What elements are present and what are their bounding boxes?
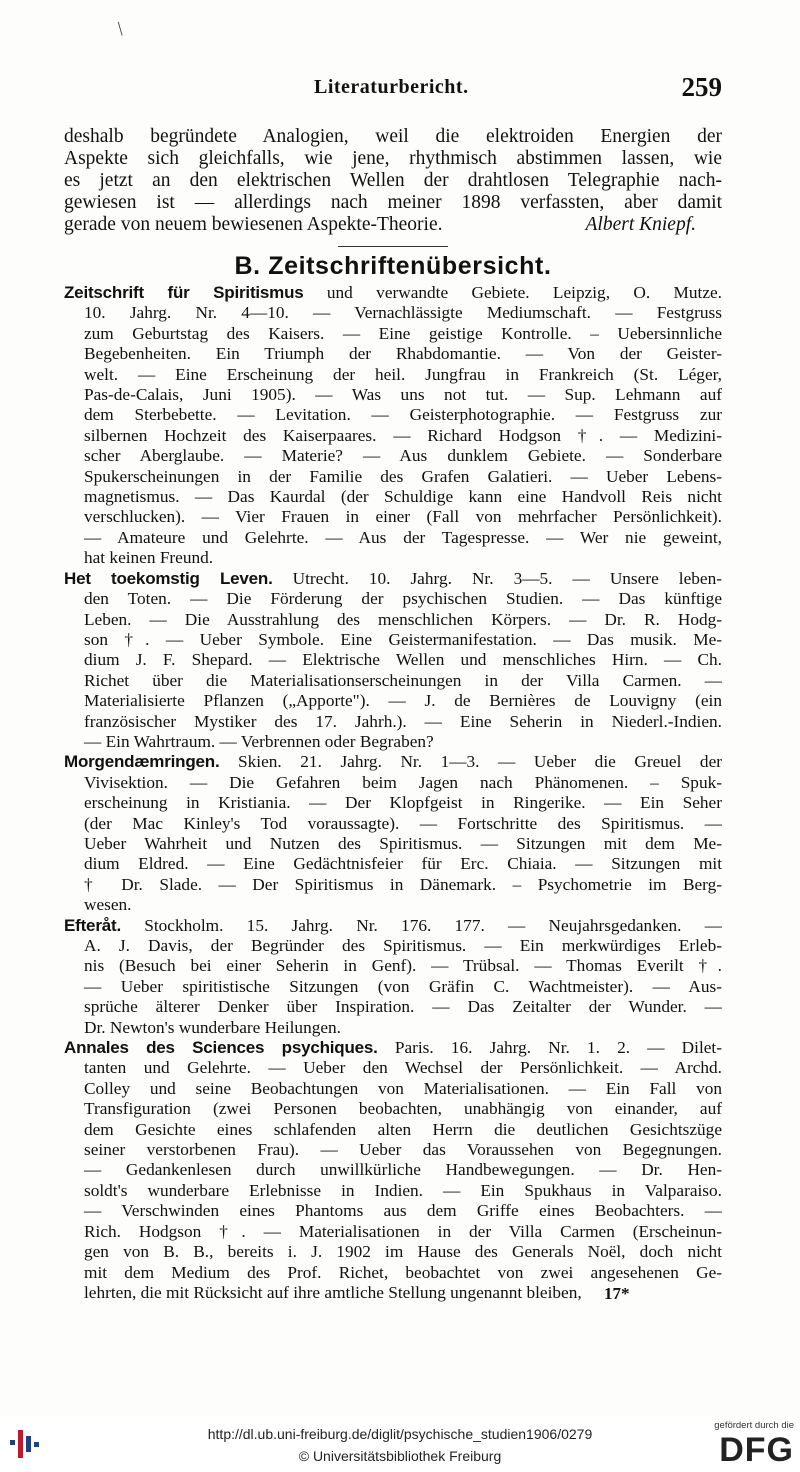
entry-line-text: und verwandte Gebiete. Leipzig, O. Mutze. <box>303 283 722 302</box>
entry-line: nis (Besuch bei einer Seherin in Genf). — Trübsal. — Thomas Everilt †. <box>84 956 722 976</box>
entry-line: welt. — Eine Erscheinung der heil. Jungfrau in Frankreich (St. Léger, <box>84 364 722 384</box>
intro-line: gewiesen ist — allerdings nach meiner 1898 verfassten, aber damit <box>64 192 722 213</box>
entry-line-text: Utrecht. 10. Jahrg. Nr. 3—5. — Unsere leben- <box>272 568 722 588</box>
journal-title: Annales des Sciences psychiques. <box>64 1038 378 1058</box>
running-title: Literaturbericht. <box>314 76 469 98</box>
entry-line: französischer Mystiker des 17. Jahrh.). — Eine Seherin in Niederl.-Indien. <box>84 711 722 731</box>
entry-line <box>64 1038 722 1058</box>
entry-line: Dr. Newton's wunderbare Heilungen. <box>84 1017 341 1037</box>
entry-line: — Gedankenlesen durch unwillkürliche Handbewegungen. — Dr. Hen- <box>84 1160 722 1180</box>
entry-line: Begebenheiten. Ein Triumph der Rhabdomantie. — Von der Geister- <box>84 344 722 364</box>
intro-last-line <box>64 214 722 236</box>
viewer-footer <box>0 1416 800 1472</box>
entry-line: silbernen Hochzeit des Kaiserpaares. — Richard Hodgson †. — Medizini- <box>84 425 722 445</box>
section-separator <box>338 246 448 247</box>
entry-line: wesen. <box>84 895 132 915</box>
entry-line-text: Stockholm. 15. Jahrg. Nr. 176. 177. — Neujahrsgedanken. — <box>120 915 722 935</box>
entry-line: Colley und seine Beobachtungen von Materialisationen. — Ein Fall von <box>84 1078 722 1098</box>
entry-line: dem Gesichte eines schlafenden alten Herrn die deutlichen Gesichtszüge <box>84 1119 722 1139</box>
entry-line: Vivisektion. — Die Gefahren beim Jagen nach Phänomenen. – Spuk- <box>84 772 722 792</box>
entry-line: lehrten, die mit Rücksicht auf ihre amtliche Stellung ungenannt bleiben, <box>84 1282 582 1302</box>
entry-line: sprüche älterer Denker über Inspiration. — Das Zeitalter der Wunder. — <box>84 997 722 1017</box>
entry-line: Leben. — Die Ausstrahlung des menschlichen Körpers. — Dr. R. Hodg- <box>84 609 722 629</box>
entry-line: erscheinung in Kristiania. — Der Klopfgeist in Ringerike. — Ein Seher <box>84 793 722 813</box>
dfg-logo: DFG <box>719 1431 794 1469</box>
intro-paragraph <box>64 126 722 236</box>
entry-line: zum Geburtstag des Kaisers. — Eine geistige Kontrolle. – Uebersinnliche <box>84 323 722 343</box>
entry-line: Spukerscheinungen in der Familie des Grafen Galatieri. — Ueber Lebens- <box>84 466 722 486</box>
entry-line: Ueber Wahrheit und Nutzen des Spiritismus. — Sitzungen mit dem Me- <box>84 833 722 853</box>
intro-line: es jetzt an den elektrischen Wellen der drahtlosen Telegraphie nach- <box>64 170 722 191</box>
journal-entry <box>64 569 722 753</box>
entry-line: son †. — Ueber Symbole. Eine Geistermanifestation. — Das musik. Me- <box>84 629 722 649</box>
journal-entries <box>64 283 722 1303</box>
funding-note: gefördert durch die <box>714 1420 794 1431</box>
entry-line: magnetismus. — Das Kaurdal (der Schuldige kann eine Handvoll Reis nicht <box>84 487 722 507</box>
journal-title: Morgendæmringen. <box>64 752 220 772</box>
entry-line: hat keinen Freund. <box>84 548 214 568</box>
entry-line: A. J. Davis, der Begründer des Spiritismus. — Ein merkwürdiges Erleb- <box>84 936 722 955</box>
entry-line <box>64 752 722 772</box>
entry-line: Pas-de-Calais, Juni 1905). — Was uns not tut. — Sup. Lehmann auf <box>84 385 722 405</box>
entry-line <box>64 916 722 936</box>
entry-line: scher Aberglaube. — Materie? — Aus dunklem Gebiete. — Sonderbare <box>84 446 722 466</box>
entry-line: dem Sterbebette. — Levitation. — Geisterphotographie. — Festgruss zur <box>84 405 722 425</box>
page-body <box>64 126 722 1303</box>
entry-line: Transfiguration (zwei Personen beobachten, unabhängig von einander, auf <box>84 1099 722 1119</box>
journal-entry <box>64 752 722 915</box>
signature-mark: 17* <box>604 1284 630 1303</box>
entry-line: — Amateure und Gelehrte. — Aus der Tagespresse. — Wer nie geweint, <box>84 527 722 547</box>
intro-last-text: gerade von neuem bewiesenen Aspekte-Theorie. <box>64 214 443 235</box>
stray-pen-mark: / <box>111 18 130 40</box>
journal-entry <box>64 283 722 569</box>
entry-line: dium J. F. Shepard. — Elektrische Wellen und menschliches Hirn. — Ch. <box>84 650 722 670</box>
entry-line: mit dem Medium des Prof. Richet, beobachtet von zwei angesehenen Ge- <box>84 1262 722 1282</box>
entry-line <box>64 283 722 303</box>
running-head <box>60 70 722 106</box>
entry-line-text: Skien. 21. Jahrg. Nr. 1—3. — Ueber die Greuel der <box>219 752 722 772</box>
entry-line: † Dr. Slade. — Der Spiritismus in Dänemark. – Psychometrie im Berg- <box>84 874 722 894</box>
entry-line: verschlucken). — Vier Frauen in einer (Fall von mehrfacher Persönlichkeit). <box>84 507 722 527</box>
dfg-funding-badge <box>702 1420 794 1470</box>
entry-line: (der Mac Kinley's Tod voraussagte). — Fortschritte des Spiritismus. — <box>84 813 722 833</box>
entry-line: den Toten. — Die Förderung der psychischen Studien. — Das künftige <box>84 589 722 609</box>
entry-line: — Verschwinden eines Phantoms aus dem Griffe eines Beobachters. — <box>84 1201 722 1221</box>
section-title: B. Zeitschriftenübersicht. <box>234 252 552 280</box>
permalink-url[interactable]: http://dl.ub.uni-freiburg.de/diglit/psychische_studien1906/0279 <box>207 1426 593 1442</box>
entry-line: seiner verstorbenen Frau). — Ueber das Voraussehen von Begegnungen. <box>84 1140 722 1160</box>
copyright-notice: © Universitätsbibliothek Freiburg <box>298 1448 502 1464</box>
entry-line: tanten und Gelehrte. — Ueber den Wechsel der Persönlichkeit. — Archd. <box>84 1058 722 1078</box>
entry-line: dium Eldred. — Eine Gedächtnisfeier für Erc. Chiaia. — Sitzungen mit <box>84 854 722 874</box>
author-signature: Albert Kniepf. <box>585 214 696 235</box>
journal-entry <box>64 1038 722 1303</box>
entry-line: Rich. Hodgson †. — Materialisationen in der Villa Carmen (Erscheinun- <box>84 1221 722 1241</box>
entry-line: gen von B. B., bereits i. J. 1902 im Hause des Generals Noël, doch nicht <box>84 1242 722 1262</box>
entry-line: Materialisierte Pflanzen („Apporte"). — J. de Bernières de Louvigny (ein <box>84 691 722 711</box>
entry-line: — Ueber spiritistische Sitzungen (von Gräfin C. Wachtmeister). — Aus- <box>84 976 722 996</box>
journal-title: Zeitschrift für Spiritismus <box>64 283 304 302</box>
entry-line-text: Paris. 16. Jahrg. Nr. 1. 2. — Dilet- <box>377 1038 722 1058</box>
intro-line: deshalb begründete Analogien, weil die elektroiden Energien der <box>64 126 722 147</box>
intro-line: Aspekte sich gleichfalls, wie jene, rhythmisch abstimmen lassen, wie <box>64 148 722 169</box>
entry-line <box>64 569 722 589</box>
entry-line: soldt's wunderbare Erlebnisse in Indien. — Ein Spukhaus in Valparaiso. <box>84 1180 722 1200</box>
entry-line: — Ein Wahrtraum. — Verbrennen oder Begraben? <box>84 731 434 751</box>
page-number: 259 <box>681 72 722 102</box>
entry-line: 10. Jahrg. Nr. 4—10. — Vernachlässigte Mediumschaft. — Festgruss <box>84 303 722 323</box>
entry-line: Richet über die Materialisationserscheinungen in der Villa Carmen. — <box>84 670 722 690</box>
journal-title: Het toekomstig Leven. <box>64 568 273 588</box>
journal-entry <box>64 916 722 1038</box>
journal-title: Efteråt. <box>64 915 121 935</box>
